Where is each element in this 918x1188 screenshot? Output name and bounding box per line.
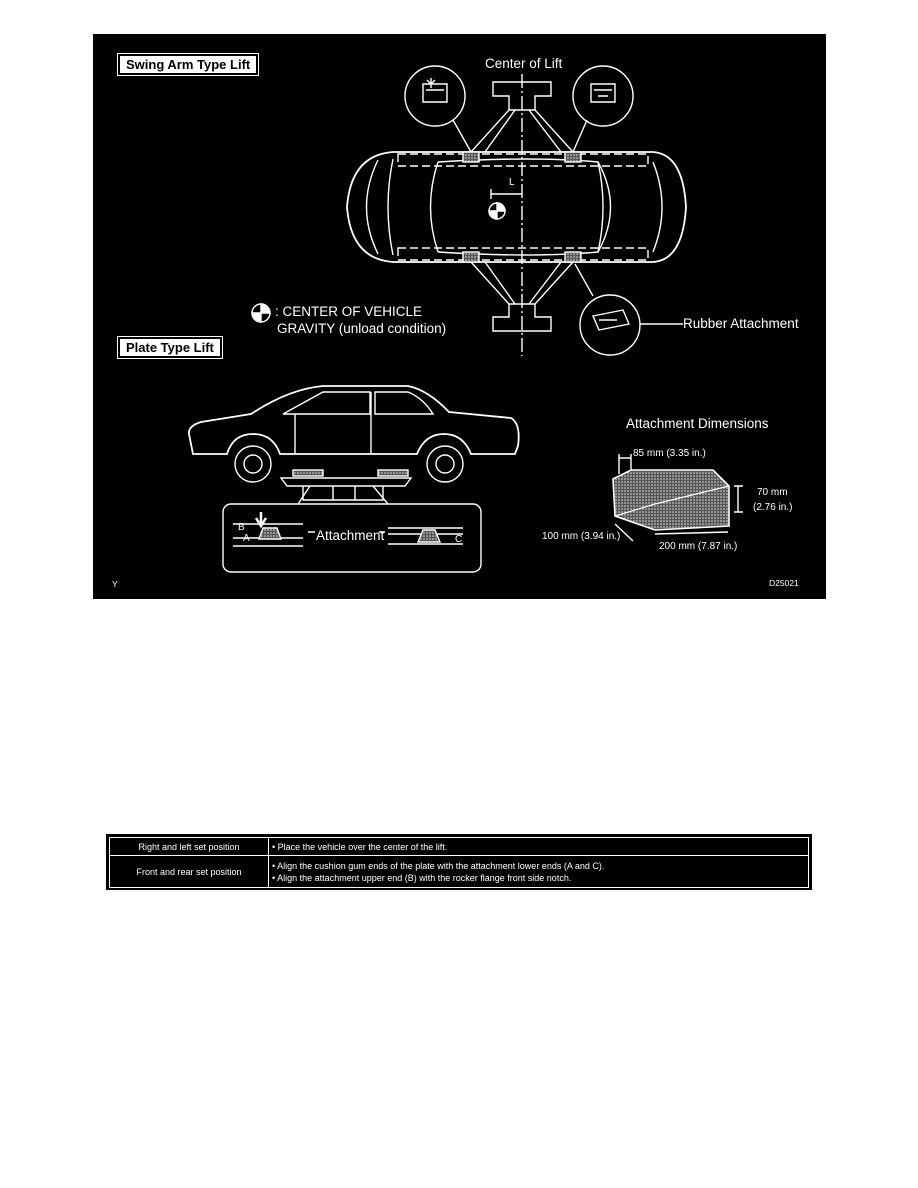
car-top-view — [347, 152, 686, 262]
dimension-L-line — [491, 189, 522, 199]
point-b-label: B — [238, 522, 245, 533]
car-side-view — [189, 386, 519, 454]
dim-height-label-2: (2.76 in.) — [753, 502, 793, 513]
row-item: • Place the vehicle over the center of the lift. — [272, 841, 448, 852]
cog-legend-line2: GRAVITY (unload condition) — [277, 321, 447, 336]
car-roof — [438, 159, 603, 255]
point-a-label: A — [243, 533, 250, 544]
point-c-label: C — [455, 534, 463, 545]
row-item: • Align the attachment upper end (B) with the rocker flange front side notch. — [272, 872, 572, 883]
rocker-right — [398, 248, 648, 260]
row-item: • Align the cushion gum ends of the plate with the attachment lower ends (A and C). — [272, 860, 605, 871]
rubber-attachment-label: Rubber Attachment — [683, 316, 799, 331]
center-of-lift-label: Center of Lift — [485, 56, 563, 71]
set-position-table — [106, 834, 812, 890]
plate-type-lift-title: Plate Type Lift — [120, 339, 220, 356]
corner-code: Y — [112, 579, 118, 589]
cog-legend-line1: : CENTER OF VEHICLE — [275, 304, 423, 319]
car-side-windows — [283, 392, 433, 414]
car-hood-line — [388, 159, 393, 255]
row-label: Right and left set position — [110, 838, 269, 856]
detail-circle-left — [405, 66, 465, 126]
dim-70-line — [734, 486, 743, 512]
car-front-bumper — [367, 160, 379, 254]
car-trunk-line — [653, 162, 662, 252]
swing-arm-type-lift-title: Swing Arm Type Lift — [120, 56, 256, 73]
row-label: Front and rear set position — [110, 856, 269, 888]
car-windshield — [431, 162, 439, 252]
dim-height-label-1: 70 mm — [757, 487, 788, 498]
lift-point-diagram — [93, 34, 826, 599]
detail-circle-rubber — [580, 295, 640, 355]
table-row — [110, 856, 809, 888]
plate-lift-plate — [281, 478, 411, 486]
attachment-dimensions-title: Attachment Dimensions — [626, 416, 769, 431]
dimension-l-label: L — [509, 177, 515, 188]
dim-top-label: 85 mm (3.35 in.) — [633, 448, 706, 459]
dim-length-label: 200 mm (7.87 in.) — [659, 541, 738, 552]
rocker-left — [398, 154, 648, 166]
figure-code: D25021 — [769, 578, 799, 588]
dim-depth-label: 100 mm (3.94 in.) — [542, 531, 621, 542]
attachment-label: Attachment — [316, 528, 385, 543]
table-row — [110, 838, 809, 856]
